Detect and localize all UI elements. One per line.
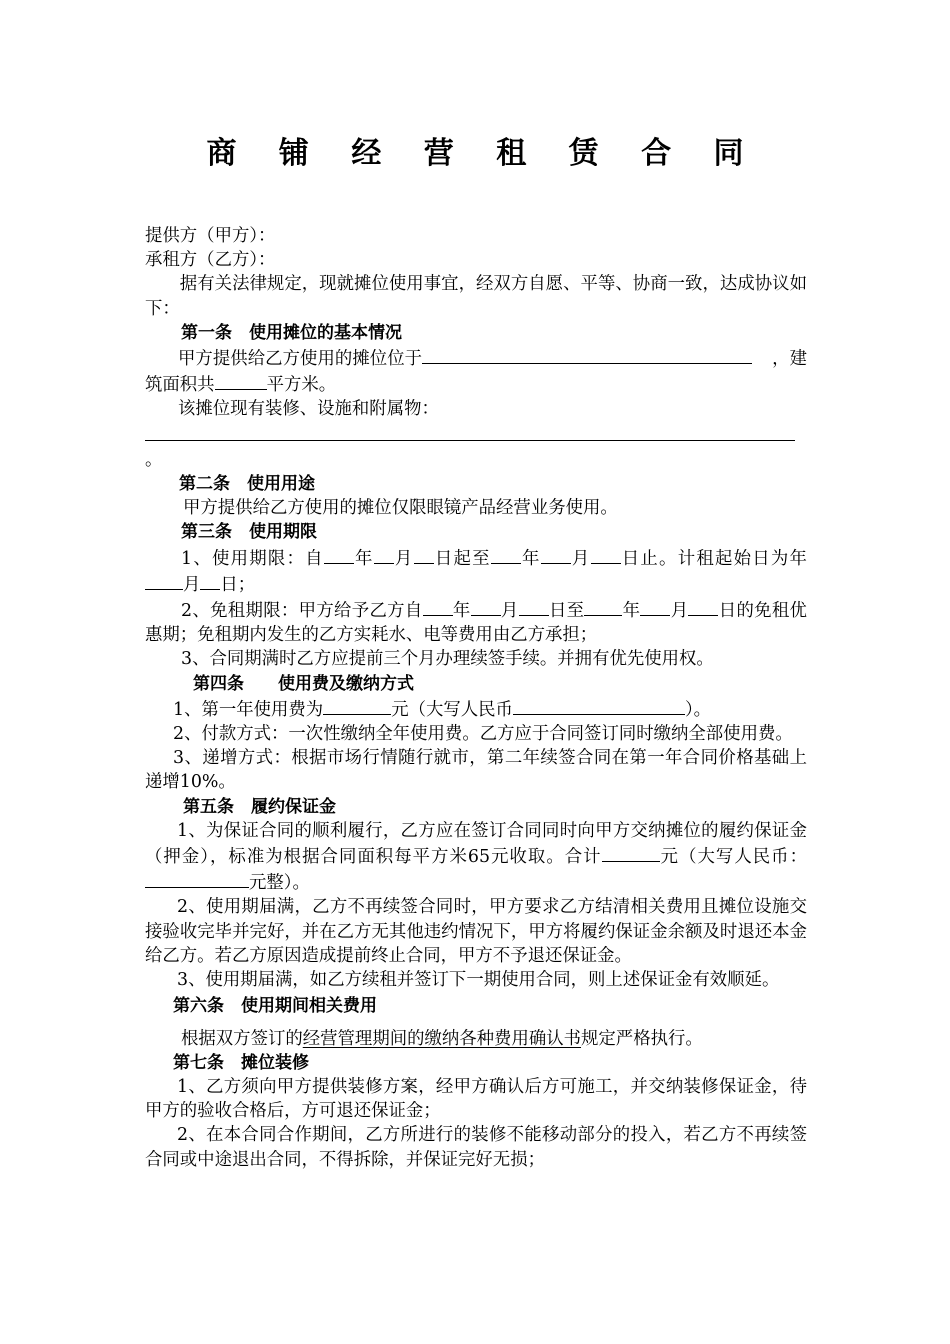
article-3-heading: 第三条 使用期限 — [181, 522, 317, 543]
article-4-item-1: 1、第一年使用费为 元（大写人民币 ）。 — [145, 696, 807, 722]
article-1-location: 甲方提供给乙方使用的摊位位于 ，建筑面积共 平方米。 — [145, 345, 807, 397]
article-5-item-2: 2、使用期届满，乙方不再续签合同时，甲方要求乙方结清相关费用且摊位设施交接验收完毕并完好，并在乙方无其他违约情况下，甲方将履约保证金余额及时退还本金给乙方。若乙方原因造成提前终止合同，甲方不予退还保证金。 — [145, 897, 807, 966]
lessee-line: 承租方（乙方）： — [145, 250, 276, 271]
provider-line: 提供方（甲方）： — [145, 226, 276, 246]
article-2-heading: 第二条 使用用途 — [179, 474, 315, 495]
article-7-item-1: 1、乙方须向甲方提供装修方案，经甲方确认后方可施工，并交纳装修保证金，待甲方的验收合格后，方可退还保证金； — [145, 1076, 807, 1122]
article-4-item-3: 3、递增方式：根据市场行情随行就市，第二年续签合同在第一年合同价格基础上递增10%。 — [145, 748, 807, 793]
article-7-item-2: 2、在本合同合作期间，乙方所进行的装修不能移动部分的投入，若乙方不再续签合同或中途退出合同，不得拆除，并保证完好无损； — [145, 1125, 807, 1170]
article-7-heading: 第七条 摊位装修 — [173, 1052, 309, 1073]
intro-paragraph: 据有关法律规定，现就摊位使用事宜，经双方自愿、平等、协商一致，达成协议如下： — [145, 274, 807, 319]
article-2-text: 甲方提供给乙方使用的摊位仅限眼镜产品经营业务使用。 — [183, 498, 618, 519]
article-4-item-2: 2、付款方式：一次性缴纳全年使用费。乙方应于合同签订同时缴纳全部使用费。 — [173, 724, 793, 745]
article-5-item-1: 1、为保证合同的顺利履行，乙方应在签订合同同时向甲方交纳摊位的履约保证金（押金），标准为根据合同面积每平方米65元收取。合计 元（大写人民币：元整）。 — [145, 820, 807, 894]
article-1-heading: 第一条 使用摊位的基本情况 — [181, 322, 402, 343]
article-5-heading: 第五条 履约保证金 — [183, 796, 336, 817]
facilities-blank — [145, 422, 795, 441]
article-1-facilities: 该摊位现有装修、设施和附属物： — [178, 399, 439, 420]
contract-title: 商 铺 经 营 租 赁 合 同 — [206, 136, 760, 171]
location-blank — [422, 345, 752, 364]
article-4-heading: 第四条 使用费及缴纳方式 — [193, 673, 414, 694]
area-blank — [215, 371, 267, 390]
article-6-text: 根据双方签订的经营管理期间的缴纳各种费用确认书规定严格执行。 — [181, 1028, 703, 1049]
facilities-line: 。 — [145, 422, 807, 472]
article-5-item-3: 3、使用期届满，如乙方续租并签订下一期使用合同，则上述保证金有效顺延。 — [177, 970, 780, 991]
article-3-item-3: 3、合同期满时乙方应提前三个月办理续签手续。并拥有优先使用权。 — [181, 649, 714, 670]
fee-confirmation-link: 经营管理期间的缴纳各种费用确认书 — [302, 1028, 582, 1049]
article-3-item-2: 2、免租期限：甲方给予乙方自 年 月 日至 年 月 日的免租优惠期；免租期内发生的乙方实耗水、电等费用由乙方承担； — [145, 597, 807, 647]
contract-body — [145, 224, 807, 1172]
article-6-heading: 第六条 使用期间相关费用 — [173, 996, 377, 1017]
article-3-item-1: 1、使用期限：自 年 月 日起至 年 月 日止。计租起始日为年月 日； — [145, 545, 807, 597]
